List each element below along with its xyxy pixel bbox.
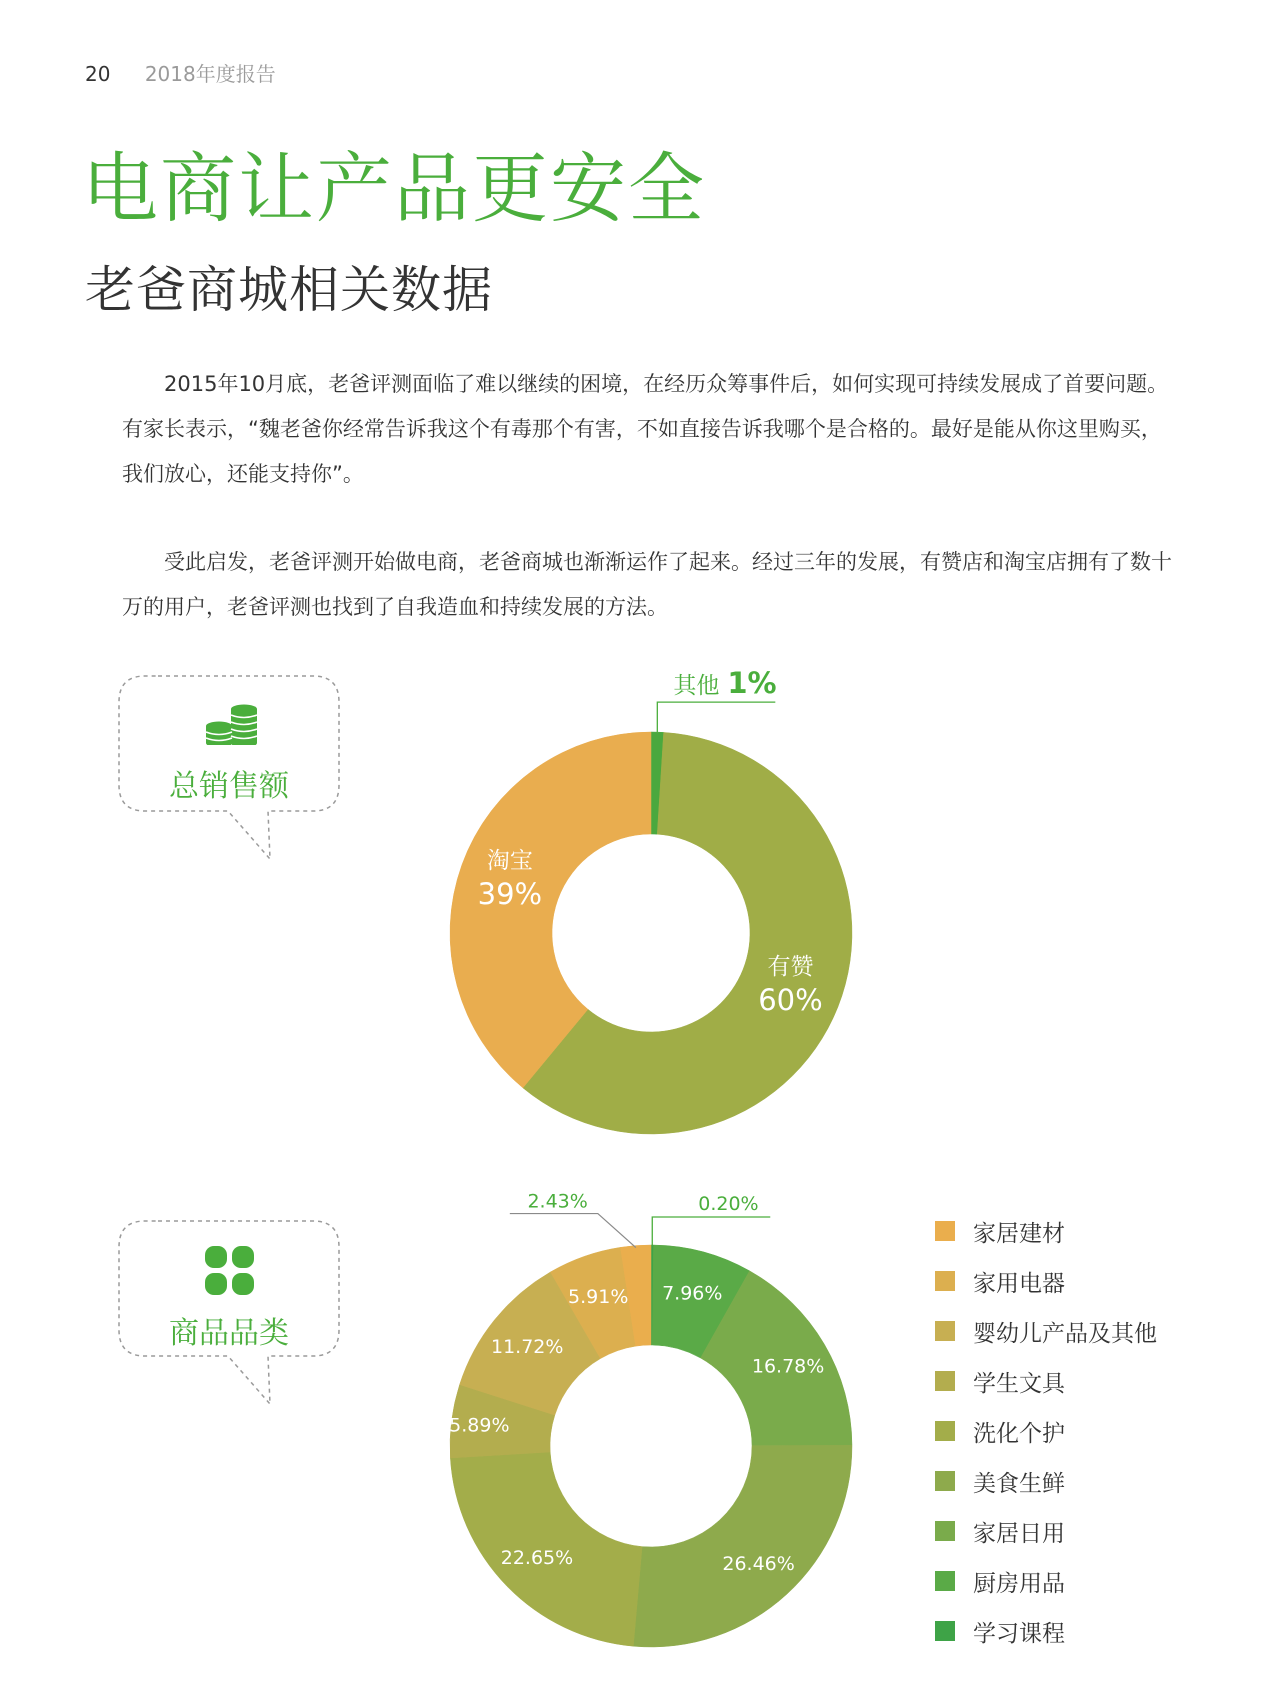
cat-slice-value-8: 2.43% bbox=[527, 1190, 588, 1213]
categories-label: 商品品类 bbox=[169, 1316, 289, 1351]
legend-swatch bbox=[935, 1321, 955, 1341]
sales-callout-line bbox=[657, 702, 775, 732]
page-number: 20 bbox=[85, 62, 111, 86]
legend-label: 学生文具 bbox=[973, 1371, 1065, 1397]
page-subtitle: 老爸商城相关数据 bbox=[85, 261, 493, 319]
legend-label: 美食生鲜 bbox=[973, 1471, 1065, 1497]
legend-label: 学习课程 bbox=[973, 1621, 1065, 1647]
cat-slice-value-6: 11.72% bbox=[490, 1336, 564, 1359]
sales-slice-value-2: 39% bbox=[477, 877, 543, 912]
cat-slice-value-4: 22.65% bbox=[500, 1546, 574, 1569]
report-title: 2018年度报告 bbox=[144, 62, 276, 86]
intro-paragraph-1: 2015年10月底，老爸评测面临了难以继续的困境，在经历众筹事件后，如何实现可持续发展成了首要问题。有家长表示，“魏老爸你经常告诉我这个有毒那个有害，不如直接告诉我哪个是合格的。最好是能从你这里购买，我们放心，还能支持你”。 bbox=[122, 372, 1169, 486]
legend-swatch bbox=[935, 1221, 955, 1241]
legend-label: 家居建材 bbox=[973, 1221, 1065, 1247]
legend-swatch bbox=[935, 1471, 955, 1491]
cat-slice-value-1: 7.96% bbox=[662, 1282, 723, 1305]
cat-slice-value-0: 0.20% bbox=[698, 1193, 759, 1216]
legend-swatch bbox=[935, 1621, 955, 1641]
legend-label: 洗化个护 bbox=[973, 1421, 1065, 1447]
cat-callout-line-8 bbox=[510, 1214, 636, 1248]
legend-label: 家居日用 bbox=[973, 1521, 1065, 1547]
legend-swatch bbox=[935, 1271, 955, 1291]
cat-slice-value-5: 5.89% bbox=[449, 1414, 510, 1437]
legend-swatch bbox=[935, 1371, 955, 1391]
legend-swatch bbox=[935, 1521, 955, 1541]
sales-slice-label-0: 其他 bbox=[673, 673, 720, 700]
cat-slice-3 bbox=[633, 1445, 852, 1647]
sales-slice-value-1: 60% bbox=[758, 983, 823, 1018]
cat-slice-value-3: 26.46% bbox=[722, 1553, 795, 1576]
sales-slice-label-1: 有赞 bbox=[767, 954, 814, 981]
legend-label: 厨房用品 bbox=[973, 1571, 1065, 1597]
legend-label: 家用电器 bbox=[973, 1271, 1065, 1297]
legend-swatch bbox=[935, 1421, 955, 1441]
cat-slice-value-7: 5.91% bbox=[568, 1286, 629, 1309]
legend-label: 婴幼儿产品及其他 bbox=[973, 1321, 1157, 1347]
cat-slice-value-2: 16.78% bbox=[751, 1355, 825, 1378]
intro-paragraph-2: 受此启发，老爸评测开始做电商，老爸商城也渐渐运作了起来。经过三年的发展，有赞店和淘宝店拥有了数十万的用户，老爸评测也找到了自我造血和持续发展的方法。 bbox=[122, 550, 1172, 619]
sales-slice-value-0: 1% bbox=[727, 666, 777, 701]
legend-swatch bbox=[935, 1571, 955, 1591]
sales-slice-label-2: 淘宝 bbox=[486, 848, 533, 875]
cat-callout-line-0 bbox=[652, 1217, 770, 1245]
sales-label: 总销售额 bbox=[169, 769, 289, 804]
page-title: 电商让产品更安全 bbox=[82, 144, 706, 233]
